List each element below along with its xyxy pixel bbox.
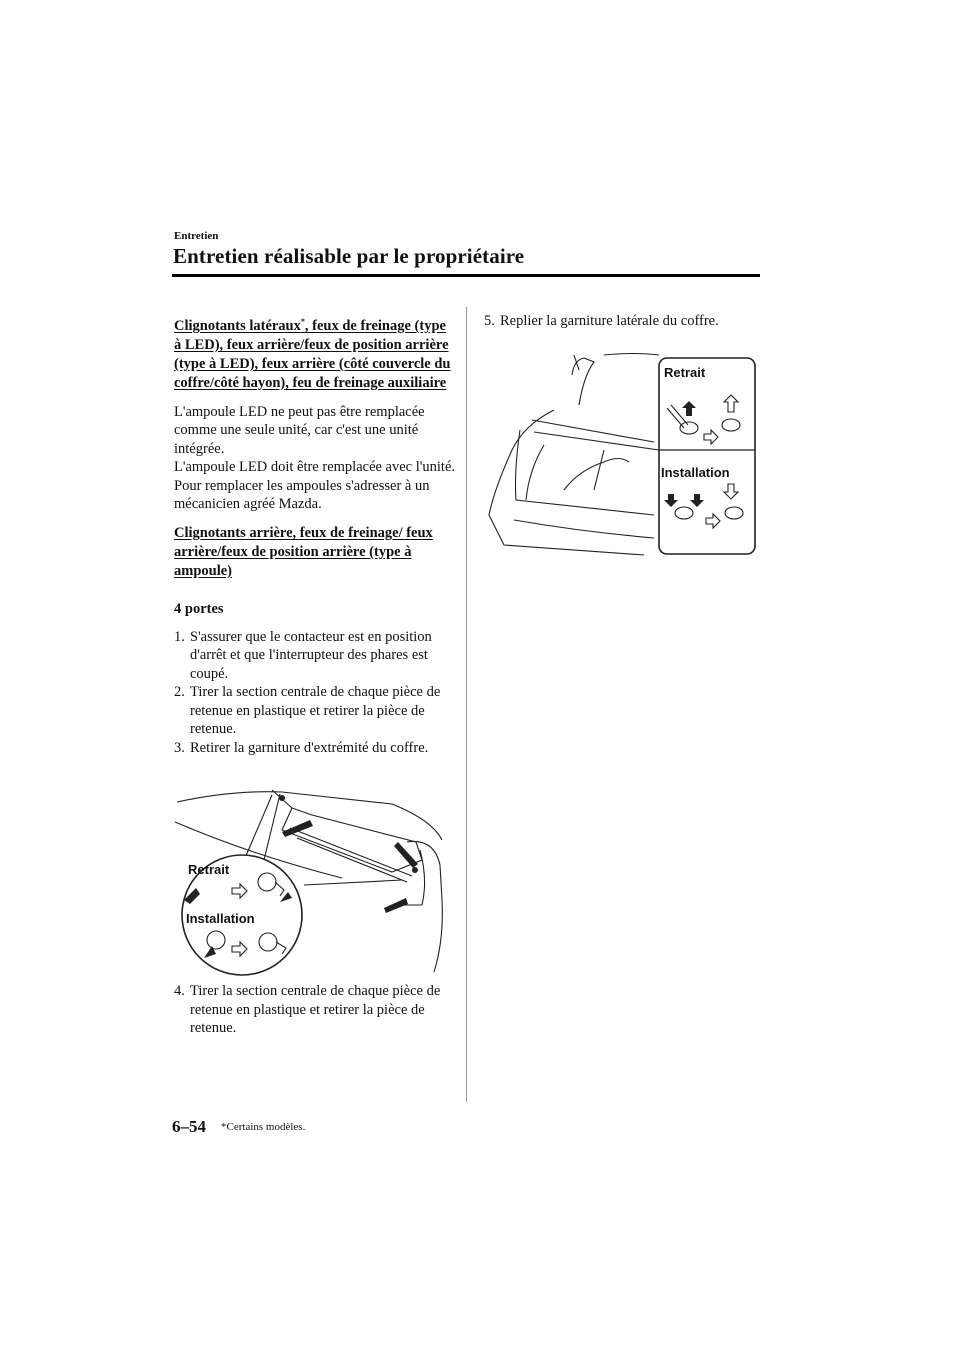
list-item: 4. Tirer la section centrale de chaque pièce de retenue en plastique et retirer la pièce de retenue. (174, 983, 441, 1036)
footnote: *Certains modèles. (221, 1121, 306, 1133)
subheading-4-portes: 4 portes (174, 600, 224, 617)
list-item: 3. Retirer la garniture d'extrémité du coffre. (174, 739, 429, 756)
led-paragraph-1: L'ampoule LED ne peut pas être remplacée comme une seule unité, car c'est une unité intégrée. (174, 403, 425, 457)
right-column (484, 312, 760, 331)
column-divider (466, 307, 467, 1102)
fig1-installation-label: Installation (186, 911, 255, 926)
section-label: Entretien (174, 230, 219, 242)
fig2-installation-label: Installation (661, 465, 730, 480)
steps-list-right (484, 312, 760, 331)
heading-bulb-lights: Clignotants arrière, feux de freinage/ feux arrière/feux de position arrière (type à ampoule) (174, 524, 433, 579)
led-paragraph-2: L'ampoule LED doit être remplacée avec l'unité. Pour remplacer les ampoules s'adresser à un mécanicien agréé Mazda. (174, 459, 456, 513)
list-item: 2. Tirer la section centrale de chaque pièce de retenue en plastique et retirer la pièce de retenue. (174, 684, 441, 738)
steps-list-continued (174, 982, 456, 1038)
step-4 (174, 982, 456, 1038)
steps-list (174, 628, 456, 758)
trunk-end-trim-figure (172, 780, 462, 980)
list-item: 5. Replier la garniture latérale du coffre. (484, 313, 719, 329)
trunk-side-trim-figure (484, 350, 762, 560)
list-item: 1. S'assurer que le contacteur est en position d'arrêt et que l'interrupteur des phares est coupé. (174, 628, 432, 682)
fig2-retrait-label: Retrait (664, 365, 706, 380)
heading-led-lights: Clignotants latéraux*, feux de freinage (type à LED), feux arrière/feux de position arrière (type à LED), feux arrière (côté couvercle du coffre/côté hayon), feu de freinage auxiliaire (174, 317, 451, 391)
title-rule (172, 274, 760, 277)
fig1-retrait-label: Retrait (188, 862, 230, 877)
page-title: Entretien réalisable par le propriétaire (173, 244, 525, 268)
page-number: 6–54 (172, 1117, 206, 1136)
left-column (174, 312, 456, 757)
